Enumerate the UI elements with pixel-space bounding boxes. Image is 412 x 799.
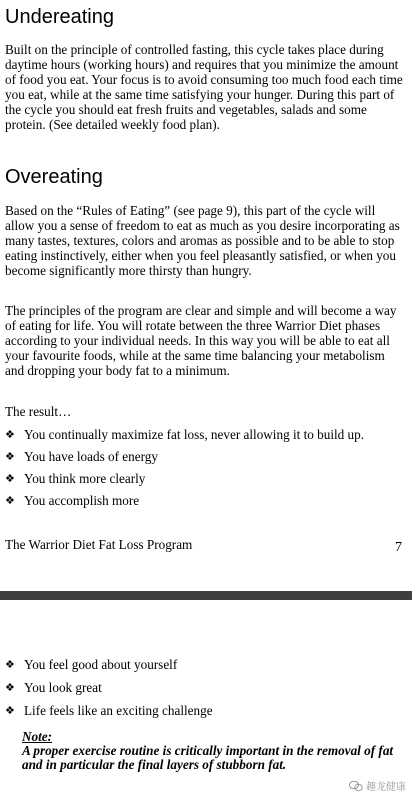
page-separator bbox=[0, 591, 412, 600]
diamond-bullet-icon: ❖ bbox=[5, 658, 15, 671]
diamond-bullet-icon: ❖ bbox=[5, 450, 15, 463]
list-item: ❖ You feel good about yourself bbox=[5, 657, 178, 672]
list-item: ❖ You accomplish more bbox=[5, 493, 140, 508]
undereating-paragraph: Built on the principle of controlled fasting, this cycle takes place during daytime hours (working hours) and requires that you minimize the amount of food you eat. Your focus is to avoid consuming too much food each time you eat, while at the same time satisfying your hunger. During this part of the cycle you should eat fresh fruits and vegetables, salads and some protein. (See detailed weekly food plan). bbox=[5, 42, 403, 132]
list-item: ❖ You think more clearly bbox=[5, 471, 146, 486]
footer-title: The Warrior Diet Fat Loss Program bbox=[5, 537, 193, 552]
overeating-paragraph-1: Based on the “Rules of Eating” (see page 9), this part of the cycle will allow you a sense of freedom to eat as much as you desire incorporating as many tastes, textures, colors and aromas as possible and to be able to stop eating instinctively, either when you feel pleasantly satisfied, or when you become significantly more thirsty than hungry. bbox=[5, 203, 400, 278]
list-item: ❖ Life feels like an exciting challenge bbox=[5, 703, 213, 718]
note-block bbox=[22, 730, 402, 772]
page-number: 7 bbox=[395, 540, 402, 555]
watermark bbox=[349, 778, 406, 793]
heading-overeating: Overeating bbox=[5, 166, 103, 188]
list-item: ❖ You look great bbox=[5, 680, 102, 695]
diamond-bullet-icon: ❖ bbox=[5, 704, 15, 717]
note-label: Note: bbox=[22, 729, 53, 744]
note-text: A proper exercise routine is critically important in the removal of fat and in particular the final layers of stubborn fat. bbox=[22, 743, 394, 772]
page-2 bbox=[0, 600, 412, 799]
diamond-bullet-icon: ❖ bbox=[5, 428, 15, 441]
heading-undereating: Undereating bbox=[5, 6, 114, 28]
chat-bubble-icon bbox=[349, 780, 363, 792]
results-list-continued bbox=[5, 657, 407, 718]
list-item: ❖ You continually maximize fat loss, never allowing it to build up. bbox=[5, 427, 365, 442]
overeating-paragraph-2: The principles of the program are clear and simple and will become a way of eating for life. You will rotate between the three Warrior Diet phases according to your individual needs. In this way you will be able to eat all your favourite foods, while at the same time balancing your metabolism and dropping your body fat to a minimum. bbox=[5, 303, 397, 378]
result-intro: The result… bbox=[5, 404, 72, 419]
diamond-bullet-icon: ❖ bbox=[5, 681, 15, 694]
list-item: ❖ You have loads of energy bbox=[5, 449, 158, 464]
results-list bbox=[5, 427, 407, 508]
watermark-text: 趣龙健康 bbox=[366, 782, 406, 793]
diamond-bullet-icon: ❖ bbox=[5, 494, 15, 507]
diamond-bullet-icon: ❖ bbox=[5, 472, 15, 485]
